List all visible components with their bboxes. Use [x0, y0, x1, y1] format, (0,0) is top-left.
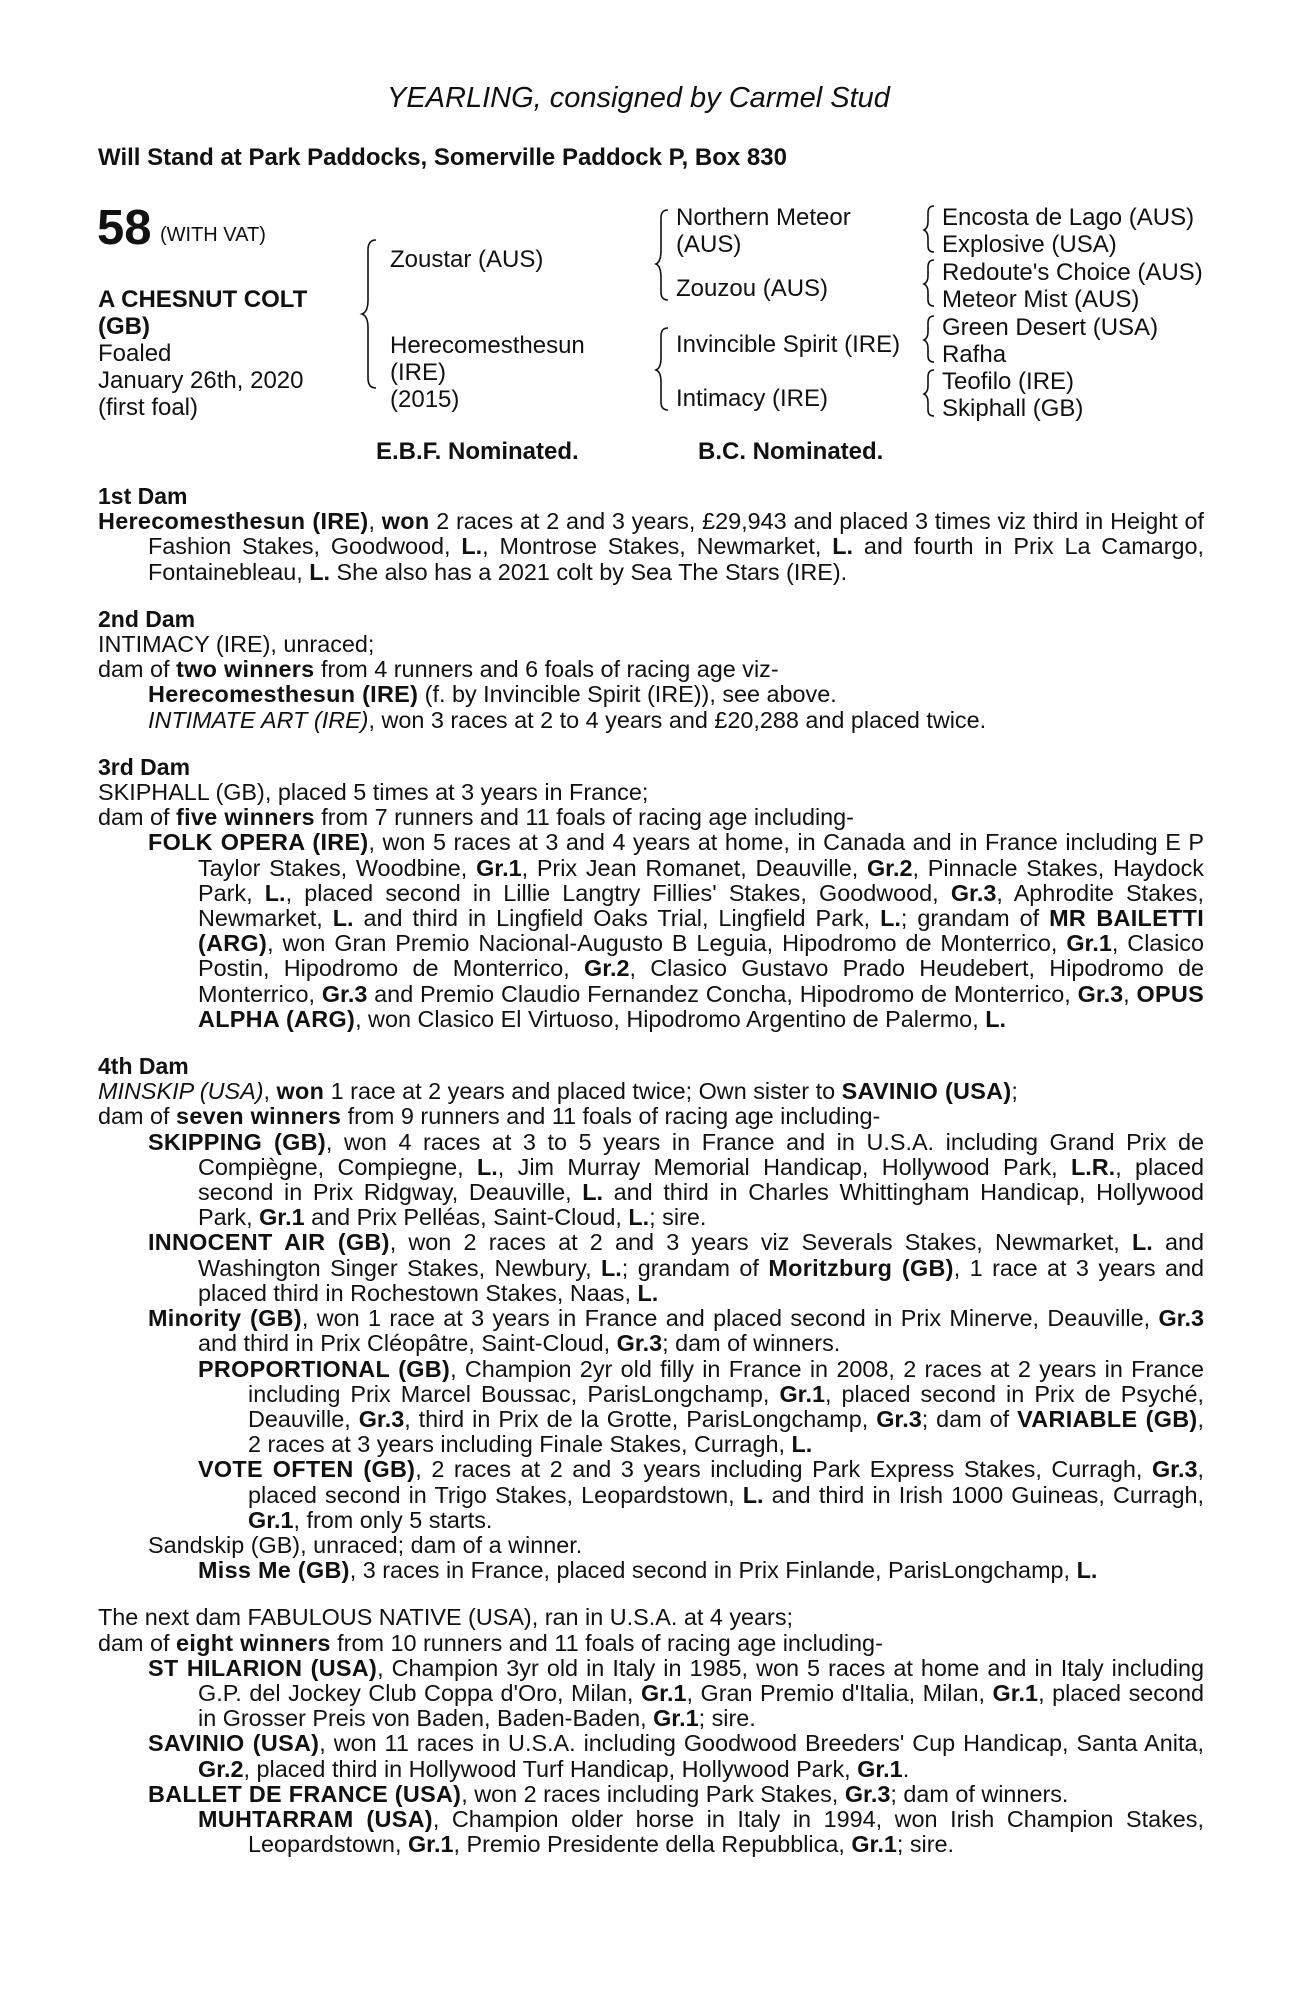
stand-location: Will Stand at Park Paddocks, Somerville Paddock P, Box 830	[98, 144, 787, 171]
fourth-dam-section: 4th Dam MINSKIP (USA), won 1 race at 2 years and placed twice; Own sister to SAVINIO (USA); dam of seven winners from 9 runners and 11 foals of racing age including- SKIPPING (GB), won 4 races at 3 to 5 years in France and in U.S.A. including Grand Prix de Compiègne, Compiegne, L., Jim Murray Memorial Handicap, Hollywood Park, L.R., placed second in Prix Ridgway, Deauville, L. and third in Charles Whittingham Handicap, Hollywood Park, Gr.1 and Prix Pelléas, Saint-Cloud, L.; sire. INNOCENT AIR (GB), won 2 races at 2 and 3 years viz Severals Stakes, Newmarket, L. and Washington Singer Stakes, Newbury, L.; grandam of Moritzburg (GB), 1 race at 3 years and placed third in Rochestown Stakes, Naas, L. Minority (GB), won 1 race at 3 years in France and placed second in Prix Minerve, Deauville, Gr.3 and third in Prix Cléopâtre, Saint-Cloud, Gr.3; dam of winners. PROPORTIONAL (GB), Champion 2yr old filly in France in 2008, 2 races at 2 years in France including Prix Marcel Boussac, ParisLongchamp, Gr.1, placed second in Prix de Psyché, Deauville, Gr.3, third in Prix de la Grotte, ParisLongchamp, Gr.3; dam of VARIABLE (GB), 2 races at 3 years including Finale Stakes, Curragh, L. VOTE OFTEN (GB), 2 races at 2 and 3 years including Park Express Stakes, Curragh, Gr.3, placed second in Trigo Stakes, Leopardstown, L. and third in Irish 1000 Guineas, Curragh, Gr.1, from only 5 starts. Sandskip (GB), unraced; dam of a winner. Miss Me (GB), 3 races in France, placed second in Prix Finlande, ParisLongchamp, L.	[98, 1053, 1204, 1584]
third-dam-heading: 3rd Dam	[98, 753, 191, 780]
pedigree-sire-sire-country: (AUS)	[676, 231, 742, 258]
bc-nomination: B.C. Nominated.	[698, 438, 884, 465]
pedigree-sire: Zoustar (AUS)	[390, 246, 544, 273]
first-dam-record: Herecomesthesun (IRE), won 2 races at 2 and 3 years, £29,943 and placed 3 times viz third in Height of Fashion Stakes, Goodwood, L., Montrose Stakes, Newmarket, L. and fourth in Prix La Camargo, Fontainebleau, L. She also has a 2021 colt by Sea The Stars (IRE).	[98, 508, 1205, 585]
vat-note: (WITH VAT)	[160, 224, 266, 246]
pedigree-gen3-6: Rafha	[942, 341, 1007, 368]
pedigree-gen3-1: Encosta de Lago (AUS)	[942, 204, 1195, 231]
pedigree-dam-sire: Invincible Spirit (IRE)	[676, 331, 901, 358]
pedigree-gen3-2: Explosive (USA)	[942, 231, 1117, 258]
sex-description-origin: (GB)	[98, 313, 150, 340]
foal-note: (first foal)	[98, 394, 199, 421]
pedigree-dam-country: (IRE)	[390, 359, 446, 386]
pedigree-gen3-4: Meteor Mist (AUS)	[942, 286, 1140, 313]
third-dam-section: 3rd Dam SKIPHALL (GB), placed 5 times at 3 years in France; dam of five winners from 7 runners and 11 foals of racing age including- FOLK OPERA (IRE), won 5 races at 3 and 4 years at home, in Canada and in France including E P Taylor Stakes, Woodbine, Gr.1, Prix Jean Romanet, Deauville, Gr.2, Pinnacle Stakes, Haydock Park, L., placed second in Lillie Langtry Fillies' Stakes, Goodwood, Gr.3, Aphrodite Stakes, Newmarket, L. and third in Lingfield Oaks Trial, Lingfield Park, L.; grandam of MR BAILETTI (ARG), won Gran Premio Nacional-Augusto B Leguia, Hipodromo de Monterrico, Gr.1, Clasico Postin, Hipodromo de Monterrico, Gr.2, Clasico Gustavo Prado Heudebert, Hipodromo de Monterrico, Gr.3 and Premio Claudio Fernandez Concha, Hipodromo de Monterrico, Gr.3, OPUS ALPHA (ARG), won Clasico El Virtuoso, Hipodromo Argentino de Palermo, L.	[98, 753, 1205, 1032]
pedigree-dam-dam: Intimacy (IRE)	[676, 385, 829, 412]
first-dam-section	[98, 484, 1204, 585]
pedigree-sire-sire: Northern Meteor	[676, 204, 851, 231]
pedigree-dam: Herecomesthesun	[390, 332, 585, 359]
sex-description: A CHESNUT COLT	[98, 286, 308, 313]
foaled-date: January 26th, 2020	[98, 367, 304, 394]
ebf-nomination: E.B.F. Nominated.	[376, 438, 579, 465]
page-header: YEARLING, consigned by Carmel Stud	[387, 82, 890, 114]
fifth-dam-section: The next dam FABULOUS NATIVE (USA), ran in U.S.A. at 4 years; dam of eight winners from 10 runners and 11 foals of racing age including- ST HILARION (USA), Champion 3yr old in Italy in 1985, won 5 races at home and in Italy including G.P. del Jockey Club Coppa d'Oro, Milan, Gr.1, Gran Premio d'Italia, Milan, Gr.1, placed second in Grosser Preis von Baden, Baden-Baden, Gr.1; sire. SAVINIO (USA), won 11 races in U.S.A. including Goodwood Breeders' Cup Handicap, Santa Anita, Gr.2, placed third in Hollywood Turf Handicap, Hollywood Park, Gr.1. BALLET DE FRANCE (USA), won 2 races including Park Stakes, Gr.3; dam of winners. MUHTARRAM (USA), Champion older horse in Italy in 1994, won Irish Champion Stakes, Leopardstown, Gr.1, Premio Presidente della Repubblica, Gr.1; sire.	[98, 1604, 1204, 1858]
pedigree-sire-dam: Zouzou (AUS)	[676, 275, 829, 302]
first-dam-heading: 1st Dam	[98, 483, 188, 509]
pedigree-gen3-3: Redoute's Choice (AUS)	[942, 259, 1203, 286]
foaled-label: Foaled	[98, 340, 172, 367]
second-dam-section: 2nd Dam INTIMACY (IRE), unraced; dam of two winners from 4 runners and 6 foals of racing age viz- Herecomesthesun (IRE) (f. by Invincible Spirit (IRE)), see above. INTIMATE ART (IRE), won 3 races at 2 to 4 years and £20,288 and placed twice.	[98, 607, 1204, 733]
pedigree-gen3-5: Green Desert (USA)	[942, 314, 1159, 341]
pedigree-gen3-7: Teofilo (IRE)	[942, 368, 1075, 395]
pedigree-dam-year: (2015)	[390, 386, 460, 413]
fourth-dam-heading: 4th Dam	[98, 1053, 189, 1080]
pedigree-gen3-8: Skiphall (GB)	[942, 395, 1084, 422]
lot-number: 58	[97, 201, 152, 255]
dam-records	[98, 484, 1204, 1879]
second-dam-heading: 2nd Dam	[98, 605, 196, 632]
